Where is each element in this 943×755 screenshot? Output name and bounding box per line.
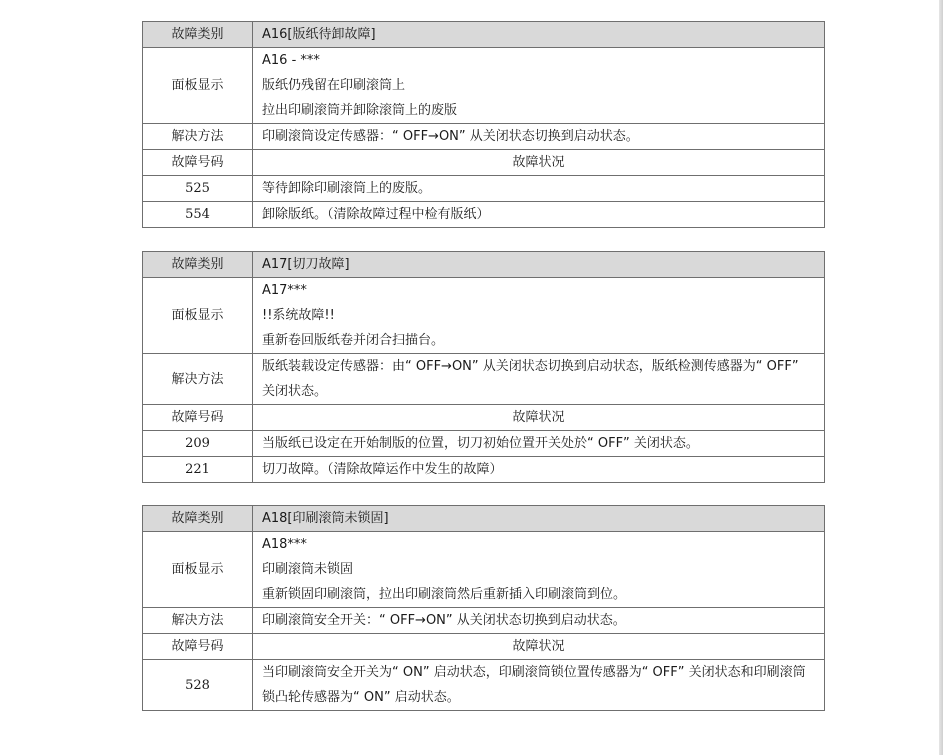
category-label: 故障类别 [143, 252, 253, 278]
code-label: 故障号码 [143, 405, 253, 431]
panel-line: 印刷滚筒未锁固 [262, 562, 354, 577]
solution-value: 印刷滚筒设定传感器：“ OFF→ON” 从关闭状态切换到启动状态。 [253, 124, 825, 150]
category-value: A16[版纸待卸故障] [253, 22, 825, 48]
solution-label: 解决方法 [143, 124, 253, 150]
fault-status: 切刀故障。（清除故障运作中发生的故障） [253, 457, 825, 483]
solution-value [253, 354, 825, 405]
panel-line: 重新锁固印刷滚筒，拉出印刷滚筒然后重新插入印刷滚筒到位。 [262, 587, 627, 602]
table-row [143, 660, 825, 711]
fault-code: 209 [143, 431, 253, 457]
panel-line: 重新卷回版纸卷并闭合扫描台。 [262, 333, 445, 348]
code-header-row [143, 634, 825, 660]
status-label: 故障状况 [253, 634, 825, 660]
panel-line: A18*** [262, 537, 307, 552]
panel-row [143, 278, 825, 354]
category-value: A18[印刷滚筒未锁固] [253, 506, 825, 532]
solution-row [143, 354, 825, 405]
panel-value [253, 278, 825, 354]
panel-value [253, 532, 825, 608]
panel-value [253, 48, 825, 124]
panel-label: 面板显示 [143, 532, 253, 608]
panel-line: A17*** [262, 283, 307, 298]
solution-row [143, 124, 825, 150]
panel-line: !!系统故障!! [262, 308, 335, 323]
fault-code: 528 [143, 660, 253, 711]
status-label: 故障状况 [253, 405, 825, 431]
fault-status: 卸除版纸。（清除故障过程中检有版纸） [253, 202, 825, 228]
solution-value: 印刷滚筒安全开关：“ OFF→ON” 从关闭状态切换到启动状态。 [253, 608, 825, 634]
panel-row [143, 532, 825, 608]
status-label: 故障状况 [253, 150, 825, 176]
panel-line: 拉出印刷滚筒并卸除滚筒上的废版 [262, 103, 458, 118]
category-row [143, 506, 825, 532]
table-row [143, 431, 825, 457]
table-row [143, 202, 825, 228]
fault-status: 等待卸除印刷滚筒上的废版。 [253, 176, 825, 202]
panel-label: 面板显示 [143, 278, 253, 354]
table-row [143, 457, 825, 483]
code-header-row [143, 150, 825, 176]
category-row [143, 252, 825, 278]
fault-code: 525 [143, 176, 253, 202]
category-row [143, 22, 825, 48]
fault-code: 221 [143, 457, 253, 483]
solution-text: 版纸装载设定传感器：由“ OFF→ON” 从关闭状态切换到启动状态，版纸检测传感器为“ OFF” 关闭状态。 [262, 359, 799, 399]
fault-table-a17 [142, 251, 825, 483]
table-row [143, 176, 825, 202]
panel-row [143, 48, 825, 124]
page-edge [939, 0, 943, 755]
panel-label: 面板显示 [143, 48, 253, 124]
fault-status: 当版纸已设定在开始制版的位置，切刀初始位置开关处於“ OFF” 关闭状态。 [253, 431, 825, 457]
category-value: A17[切刀故障] [253, 252, 825, 278]
panel-line: A16 - *** [262, 53, 320, 68]
category-label: 故障类别 [143, 506, 253, 532]
fault-table-a16 [142, 21, 825, 228]
panel-line: 版纸仍残留在印刷滚筒上 [262, 78, 406, 93]
category-label: 故障类别 [143, 22, 253, 48]
code-header-row [143, 405, 825, 431]
fault-status-text: 当印刷滚筒安全开关为“ ON” 启动状态，印刷滚筒锁位置传感器为“ OFF” 关闭状态和印刷滚筒锁凸轮传感器为“ ON” 启动状态。 [262, 665, 806, 705]
fault-code: 554 [143, 202, 253, 228]
code-label: 故障号码 [143, 634, 253, 660]
solution-label: 解决方法 [143, 354, 253, 405]
fault-table-a18 [142, 505, 825, 711]
fault-status [253, 660, 825, 711]
solution-row [143, 608, 825, 634]
solution-label: 解决方法 [143, 608, 253, 634]
code-label: 故障号码 [143, 150, 253, 176]
